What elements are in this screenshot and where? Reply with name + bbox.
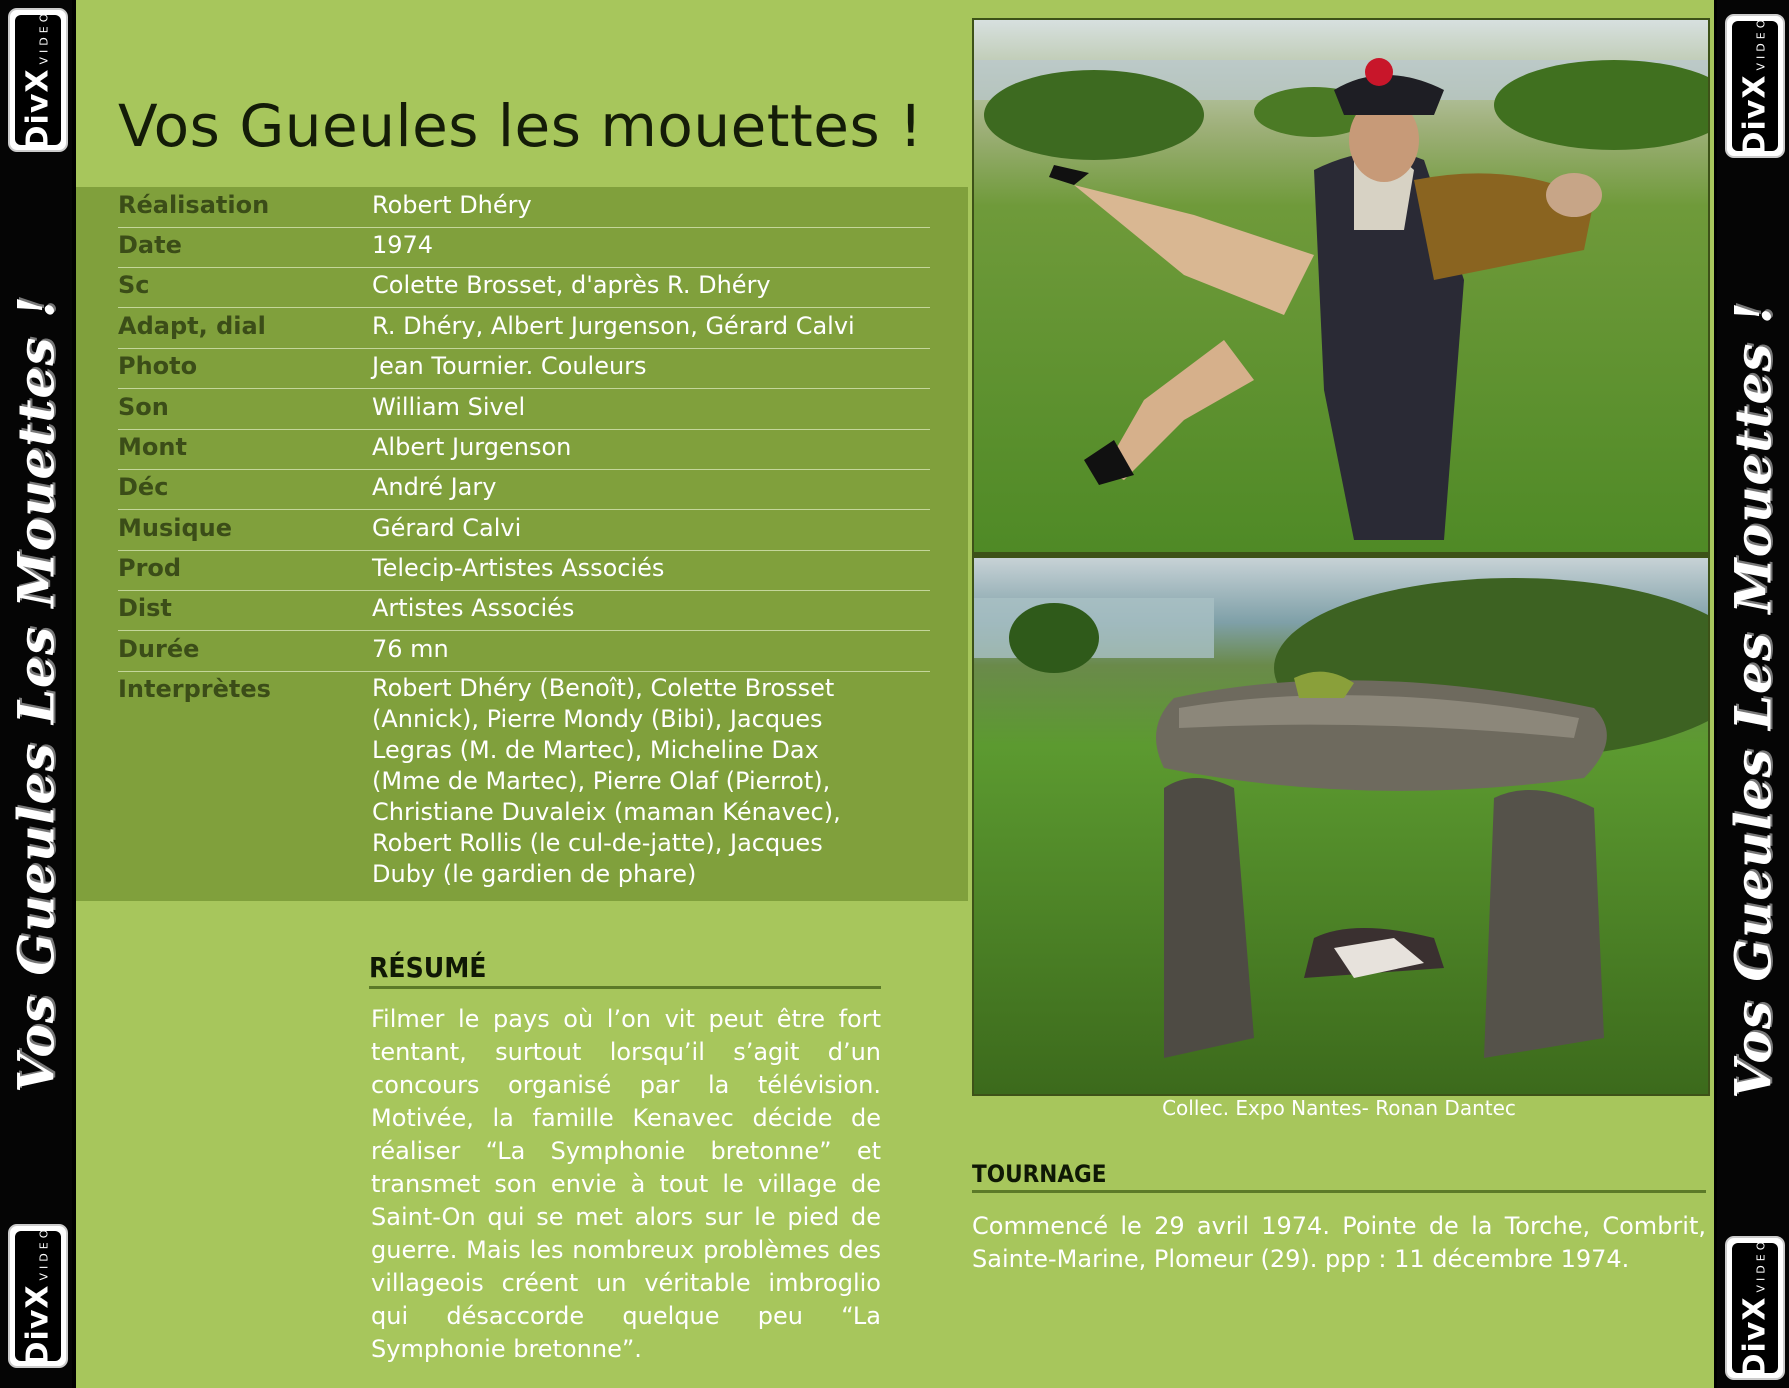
credit-row [118, 433, 930, 470]
credit-row-cast [118, 675, 930, 897]
photo-frame [972, 18, 1710, 1096]
divx-logo-text: DivX [20, 1284, 56, 1367]
credit-label: Photo [118, 352, 198, 380]
credit-row [118, 554, 930, 591]
divx-logo-icon [1725, 1236, 1785, 1380]
credit-label: Date [118, 231, 182, 259]
divx-logo-sub: VIDEO [37, 9, 51, 65]
photo-man-carrying-woman [974, 20, 1708, 552]
credit-row [118, 473, 930, 510]
credit-value-cast: Robert Dhéry (Benoît), Colette Brosset (Annick), Pierre Mondy (Bibi), Jacques Legras (M. de Martec), Micheline Dax (Mme de Martec), Pierre Olaf (Pierrot), Christiane Duvaleix (maman Kénavec), Robert Rollis (le cul-de-jatte), Jacques Duby (le gardien de phare) [372, 674, 841, 888]
credit-label: Déc [118, 473, 169, 501]
film-title: Vos Gueules les mouettes ! [118, 92, 923, 160]
credit-value: André Jary [372, 473, 497, 501]
credit-row [118, 393, 930, 430]
photo-caption: Collec. Expo Nantes- Ronan Dantec [1162, 1096, 1516, 1120]
credit-value: Gérard Calvi [372, 514, 522, 542]
credit-value: William Sivel [372, 393, 526, 421]
spine-title-right: Vos Gueules Les Mouettes ! [1723, 301, 1783, 1099]
divx-logo-sub: VIDEO [1754, 1237, 1768, 1293]
credit-row [118, 594, 930, 631]
credit-row [118, 312, 930, 349]
credit-label: Mont [118, 433, 187, 461]
credit-value: R. Dhéry, Albert Jurgenson, Gérard Calvi [372, 312, 855, 340]
divx-logo-icon [8, 8, 68, 152]
divx-logo-icon [1725, 14, 1785, 158]
credit-value: 76 mn [372, 635, 449, 663]
credit-value: Artistes Associés [372, 594, 575, 622]
credit-row [118, 352, 930, 389]
left-spine [0, 0, 72, 1388]
divx-logo-text: DivX [20, 68, 56, 151]
divx-logo-text: DivX [1737, 1296, 1773, 1379]
spine-title-left: Vos Gueules Les Mouettes ! [6, 295, 66, 1093]
resume-heading: RÉSUMÉ [369, 951, 881, 989]
tournage-heading: TOURNAGE [972, 1160, 1706, 1193]
credit-value: Jean Tournier. Couleurs [372, 352, 647, 380]
credit-value: Albert Jurgenson [372, 433, 572, 461]
divx-logo-icon [8, 1224, 68, 1368]
divx-logo-text: DivX [1737, 74, 1773, 157]
credit-row [118, 191, 930, 228]
credit-label: Durée [118, 635, 200, 663]
tournage-text: Commencé le 29 avril 1974. Pointe de la Torche, Combrit, Sainte-Marine, Plomeur (29). ppp : 11 décembre 1974. [972, 1212, 1706, 1273]
credits-table [76, 187, 968, 901]
credit-label: Sc [118, 271, 150, 299]
divx-logo-sub: VIDEO [37, 1225, 51, 1281]
resume-text: Filmer le pays où l’on vit peut être fort tentant, surtout lorsqu’il s’agit d’un concours organisé par la télévision. Motivée, la famille Kenavec décide de réaliser “La Symphonie bretonne” et transmet son envie à tout le village de Saint-On qui se met alors sur le pied de guerre. Mais les nombreux problèmes des villageois créent un véritable imbroglio qui désaccorde quelque peu “La Symphonie bretonne”. [371, 1005, 881, 1363]
right-spine [1717, 0, 1789, 1388]
credit-label: Réalisation [118, 191, 270, 219]
cover-panel [76, 0, 1714, 1388]
credit-row [118, 635, 930, 672]
divx-logo-sub: VIDEO [1754, 15, 1768, 71]
credit-label: Interprètes [118, 675, 271, 703]
credit-value: Colette Brosset, d'après R. Dhéry [372, 271, 771, 299]
credit-label: Son [118, 393, 169, 421]
credit-row [118, 231, 930, 268]
credit-label: Dist [118, 594, 172, 622]
credit-value: Telecip-Artistes Associés [372, 554, 665, 582]
credit-value: 1974 [372, 231, 434, 259]
photo-dolmen [974, 558, 1708, 1094]
credit-label: Prod [118, 554, 182, 582]
credit-label: Musique [118, 514, 233, 542]
credit-label: Adapt, dial [118, 312, 266, 340]
credit-row [118, 514, 930, 551]
credit-value: Robert Dhéry [372, 191, 532, 219]
credit-row [118, 271, 930, 308]
